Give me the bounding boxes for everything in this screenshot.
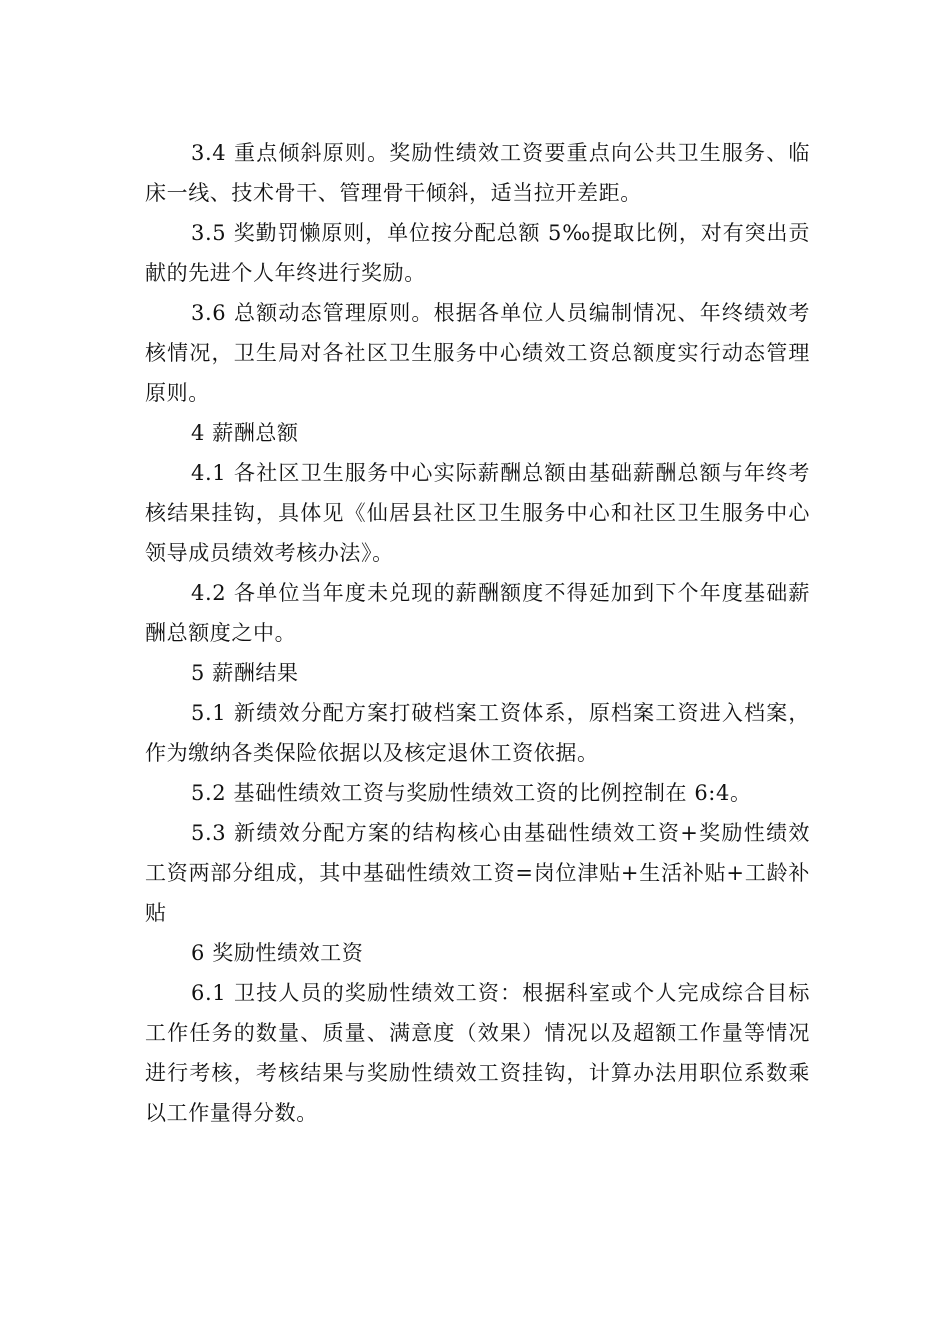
paragraph-5-3: 5.3 新绩效分配方案的结构核心由基础性绩效工资+奖励性绩效工资两部分组成，其中基础性绩效工资=岗位津贴+生活补贴+工龄补贴 bbox=[145, 821, 810, 925]
paragraph-4-1: 4.1 各社区卫生服务中心实际薪酬总额由基础薪酬总额与年终考核结果挂钩，具体见《仙居县社区卫生服务中心和社区卫生服务中心领导成员绩效考核办法》。 bbox=[145, 461, 810, 565]
paragraph-3-4: 3.4 重点倾斜原则。奖励性绩效工资要重点向公共卫生服务、临床一线、技术骨干、管理骨干倾斜，适当拉开差距。 bbox=[145, 141, 810, 205]
paragraph-4-2: 4.2 各单位当年度未兑现的薪酬额度不得延加到下个年度基础薪酬总额度之中。 bbox=[145, 581, 810, 645]
paragraph-3-5: 3.5 奖勤罚懒原则，单位按分配总额 5‰提取比例，对有突出贡献的先进个人年终进行奖励。 bbox=[145, 221, 810, 285]
section-heading-4: 4 薪酬总额 bbox=[191, 421, 299, 445]
paragraph-3-6: 3.6 总额动态管理原则。根据各单位人员编制情况、年终绩效考核情况，卫生局对各社区卫生服务中心绩效工资总额度实行动态管理原则。 bbox=[145, 301, 810, 405]
section-heading-6: 6 奖励性绩效工资 bbox=[191, 941, 364, 965]
paragraph-6-1: 6.1 卫技人员的奖励性绩效工资：根据科室或个人完成综合目标工作任务的数量、质量、满意度（效果）情况以及超额工作量等情况进行考核，考核结果与奖励性绩效工资挂钩，计算办法用职位系数乘以工作量得分数。 bbox=[145, 981, 810, 1125]
paragraph-5-1: 5.1 新绩效分配方案打破档案工资体系，原档案工资进入档案，作为缴纳各类保险依据以及核定退休工资依据。 bbox=[145, 701, 810, 765]
paragraph-5-2: 5.2 基础性绩效工资与奖励性绩效工资的比例控制在 6:4。 bbox=[191, 781, 752, 805]
section-heading-5: 5 薪酬结果 bbox=[191, 661, 299, 685]
document-body bbox=[145, 133, 810, 1133]
